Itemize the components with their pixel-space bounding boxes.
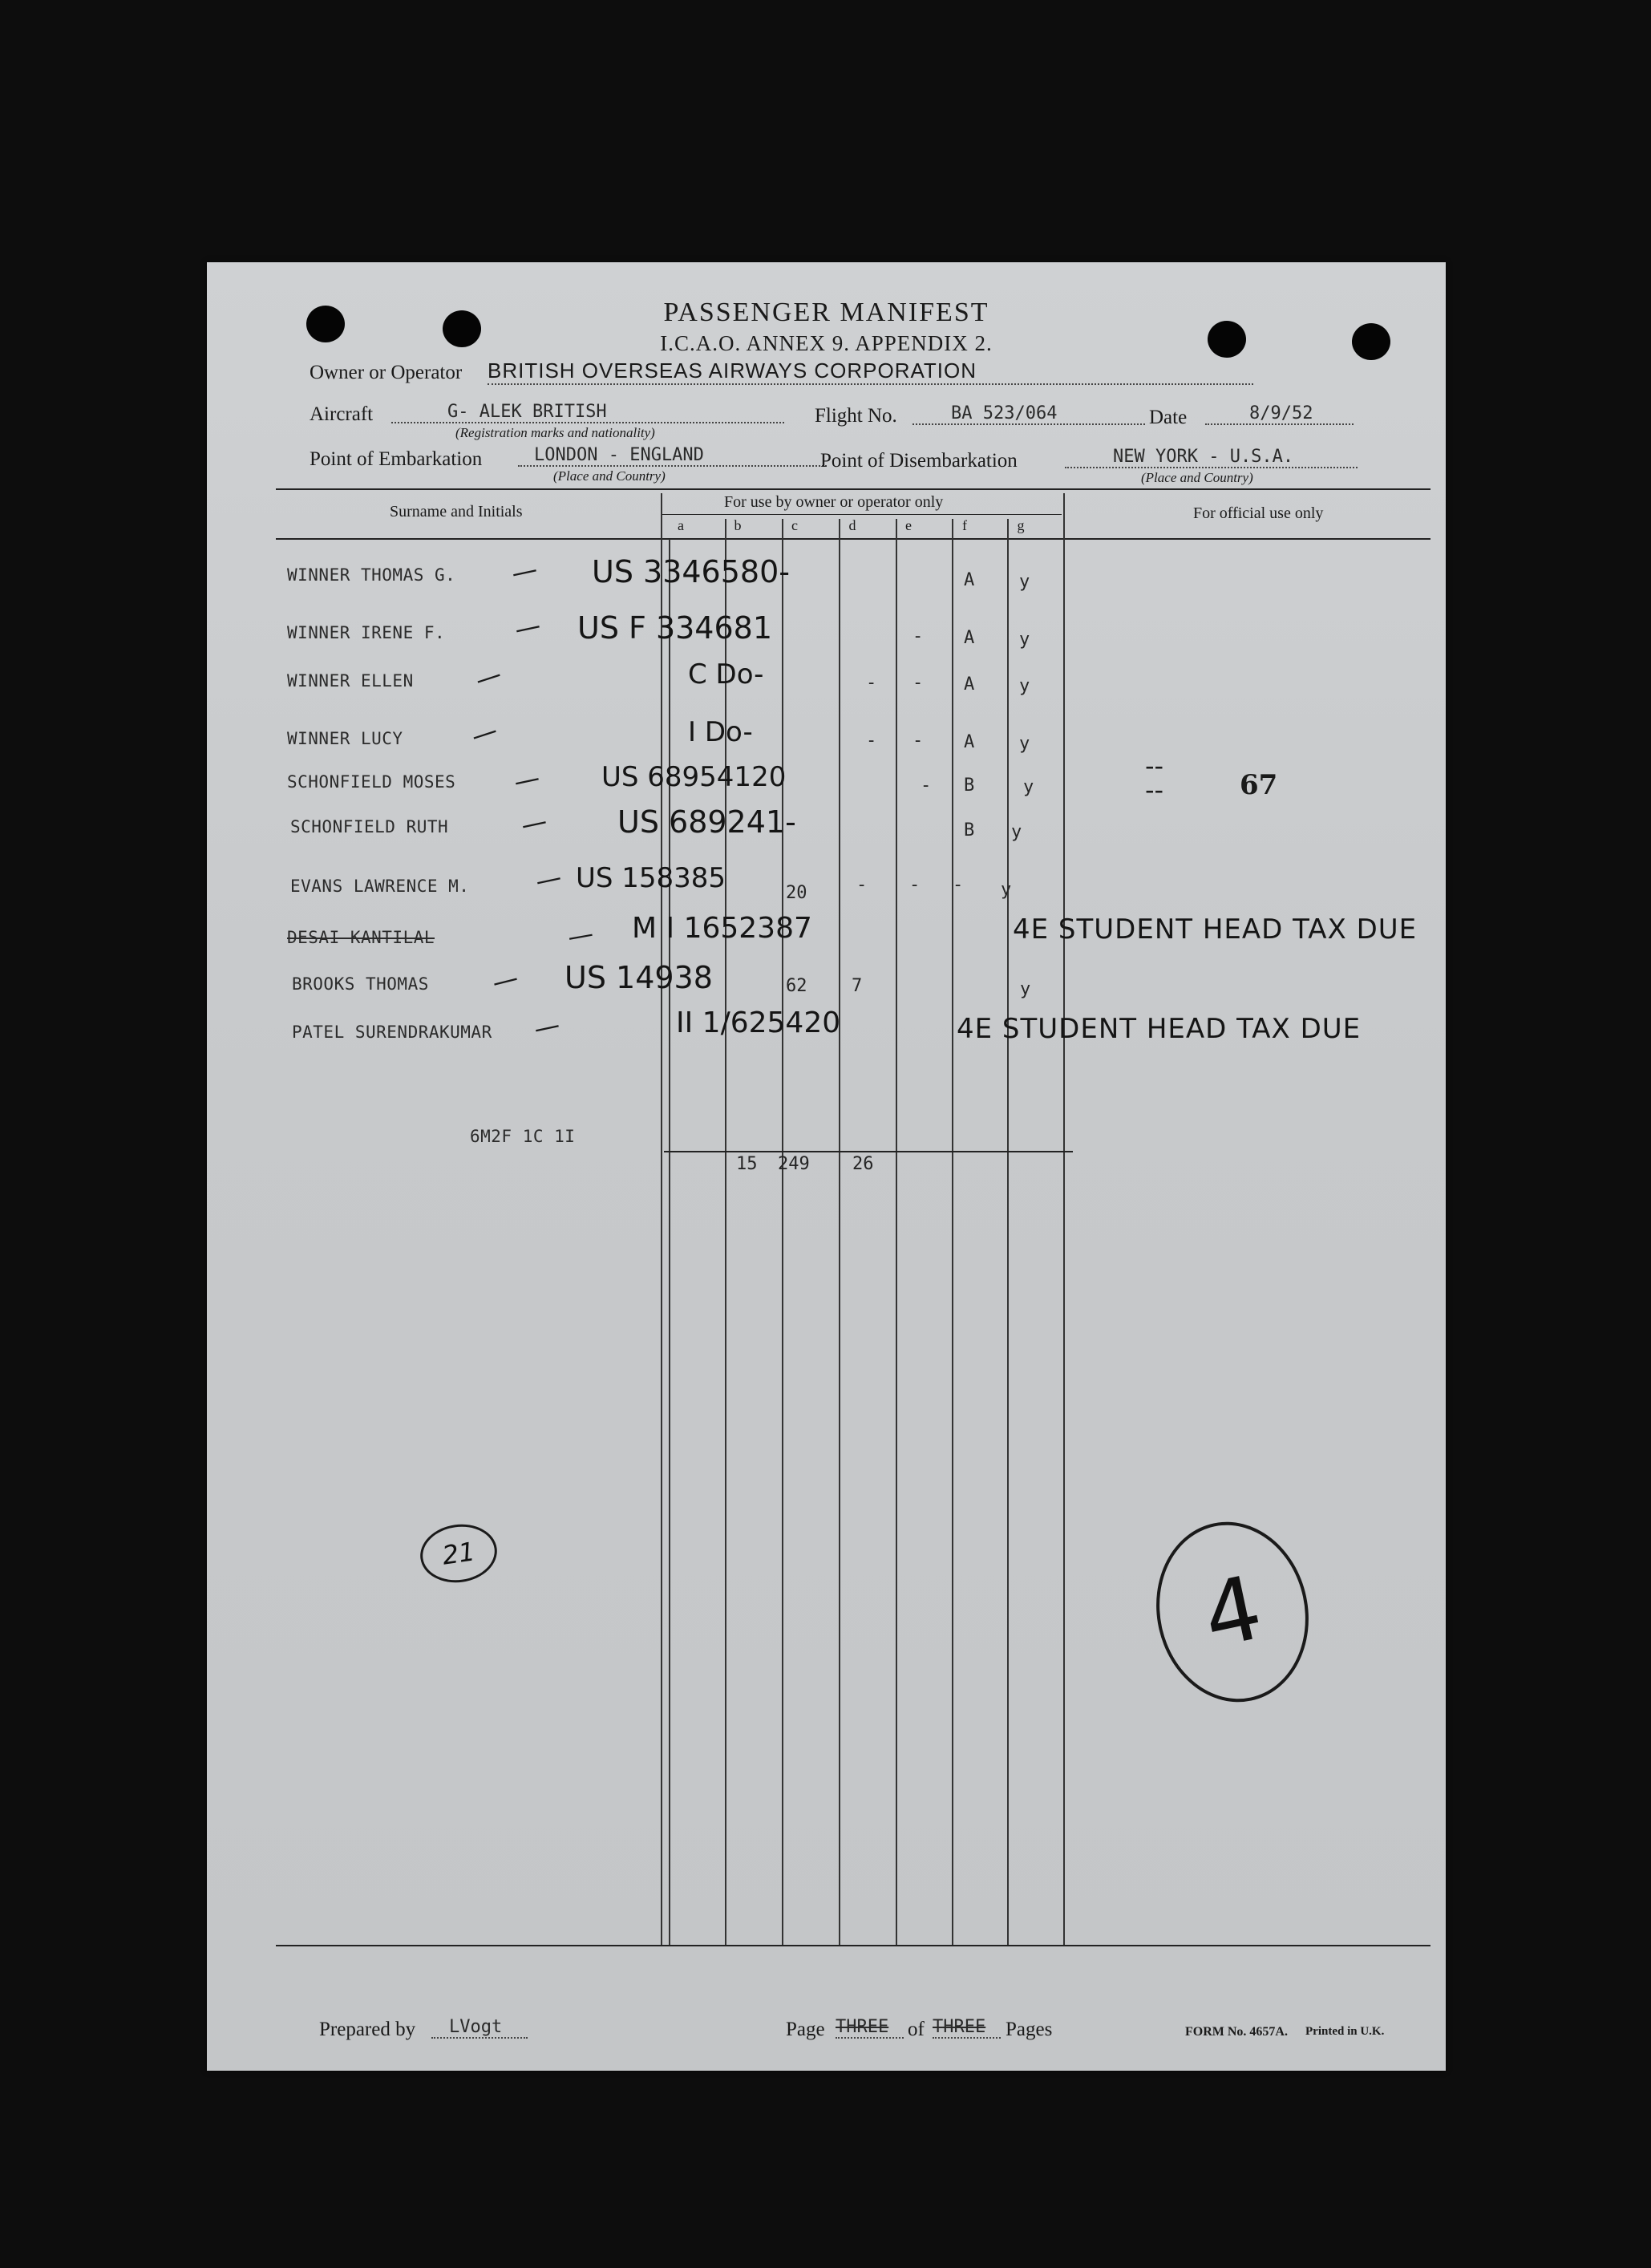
- total-b: 15: [736, 1154, 758, 1174]
- cell-e-5: -: [921, 776, 932, 796]
- cell-e-3: -: [913, 673, 924, 693]
- passenger-hw-2: US F 334681: [577, 610, 773, 646]
- cell-g-7: y: [1001, 880, 1012, 900]
- tick-mark: —: [512, 610, 544, 645]
- passenger-hw-9: US 14938: [564, 960, 713, 995]
- cell-c-7: 20: [786, 883, 807, 903]
- footer-rule: [276, 1945, 1430, 1946]
- passenger-name-9: BROOKS THOMAS: [292, 974, 429, 994]
- form-number: FORM No. 4657A.: [1185, 2025, 1288, 2039]
- pages-label: Pages: [1006, 2019, 1053, 2040]
- cell-e-7: -: [909, 875, 921, 895]
- page-subtitle: I.C.A.O. ANNEX 9. APPENDIX 2.: [660, 331, 993, 355]
- official-dashes: --: [1145, 775, 1164, 805]
- passenger-hw-8: M I 1652387: [632, 912, 812, 945]
- cell-g-2: y: [1019, 630, 1030, 650]
- prepared-by-label: Prepared by: [319, 2019, 416, 2040]
- aircraft-hint: (Registration marks and nationality): [455, 425, 655, 440]
- passenger-name-6: SCHONFIELD RUTH: [290, 817, 449, 836]
- prepared-by-value: LVogt: [431, 2017, 528, 2039]
- col-letter-f: f: [962, 517, 967, 533]
- col-header-owner-use: For use by owner or operator only: [724, 493, 944, 511]
- col-line: [669, 539, 670, 1945]
- embarkation-value: LONDON - ENGLAND: [518, 445, 827, 467]
- tick-mark: —: [471, 658, 506, 696]
- printed-in: Printed in U.K.: [1305, 2025, 1385, 2038]
- cell-g-5: y: [1023, 777, 1034, 797]
- cell-e-2: -: [913, 626, 924, 646]
- tick-mark: —: [511, 762, 543, 797]
- cell-d-3: -: [866, 673, 877, 693]
- tick-mark: —: [508, 553, 540, 589]
- col-header-name: Surname and Initials: [390, 503, 523, 520]
- passenger-name-10: PATEL SURENDRAKUMAR: [292, 1023, 492, 1042]
- col-letter-e: e: [905, 517, 912, 533]
- col-line: [1063, 493, 1065, 1945]
- cell-f-4: A: [964, 732, 975, 752]
- cell-f-3: A: [964, 674, 975, 695]
- cell-f-5: B: [964, 776, 975, 796]
- table-top-rule: [276, 488, 1430, 490]
- tick-mark: —: [532, 861, 564, 897]
- passenger-name-8: DESAI KANTILAL: [287, 928, 435, 947]
- head-tax-stamp-8: 4E STUDENT HEAD TAX DUE: [1013, 913, 1418, 946]
- cell-g-3: y: [1019, 676, 1030, 696]
- passenger-hw-1: US 3346580-: [592, 554, 790, 589]
- circled-number-right: [1140, 1508, 1325, 1716]
- cell-f-6: B: [964, 820, 975, 840]
- official-total: 67: [1240, 769, 1278, 801]
- passenger-hw-3: C Do-: [688, 658, 764, 691]
- page-value: THREE: [836, 2017, 904, 2039]
- passenger-name-5: SCHONFIELD MOSES: [287, 772, 456, 792]
- col-letter-g: g: [1017, 517, 1025, 533]
- passenger-name-1: WINNER THOMAS G.: [287, 565, 456, 585]
- col-letter-b: b: [734, 517, 742, 533]
- col-line: [952, 519, 953, 1945]
- cell-d-7: -: [856, 875, 868, 895]
- cell-f-2: A: [964, 628, 975, 648]
- flight-value: BA 523/064: [913, 403, 1145, 425]
- tick-mark: —: [518, 805, 550, 840]
- date-value: 8/9/52: [1205, 403, 1354, 425]
- page-title: PASSENGER MANIFEST: [663, 298, 989, 327]
- owner-use-rule: [661, 514, 1062, 515]
- cell-c-9: 62: [786, 976, 807, 996]
- cell-g-4: y: [1019, 734, 1030, 754]
- total-d: 26: [852, 1154, 874, 1174]
- passenger-name-2: WINNER IRENE F.: [287, 623, 446, 642]
- cell-g-6: y: [1011, 822, 1022, 842]
- totals-rule: [664, 1151, 1073, 1152]
- head-tax-stamp-10: 4E STUDENT HEAD TAX DUE: [957, 1013, 1362, 1045]
- cell-d-9: 7: [852, 976, 863, 996]
- passenger-hw-7: US 158385: [576, 862, 726, 894]
- owner-value: BRITISH OVERSEAS AIRWAYS CORPORATION: [488, 358, 1253, 385]
- tick-mark: —: [564, 917, 597, 953]
- cell-e-4: -: [913, 731, 924, 751]
- total-c: 249: [778, 1154, 810, 1174]
- circled-number-left-text: 21: [440, 1536, 477, 1571]
- circled-number-right-text: 4: [1194, 1556, 1271, 1668]
- page-label: Page: [786, 2019, 825, 2040]
- circled-number-left: [416, 1520, 500, 1588]
- aircraft-label: Aircraft: [310, 403, 374, 425]
- tick-mark: —: [488, 962, 522, 998]
- passenger-hw-5: US 68954120: [601, 761, 787, 793]
- embarkation-hint: (Place and Country): [553, 468, 666, 484]
- passenger-hw-4: I Do-: [688, 716, 753, 748]
- col-letter-a: a: [678, 517, 684, 533]
- passenger-hw-10: II 1/625420: [676, 1006, 841, 1039]
- official-dashes: --: [1145, 751, 1164, 781]
- col-header-official: For official use only: [1193, 504, 1324, 522]
- col-line: [839, 519, 840, 1945]
- table-header-rule: [276, 538, 1430, 540]
- of-value: THREE: [933, 2017, 1001, 2039]
- passenger-hw-6: US 689241-: [617, 804, 796, 840]
- col-letter-c: c: [791, 517, 798, 533]
- col-line: [1007, 519, 1009, 1945]
- passenger-summary: 6M2F 1C 1I: [470, 1127, 576, 1146]
- tick-mark: —: [467, 714, 502, 752]
- cell-g-1: y: [1019, 572, 1030, 592]
- passenger-name-7: EVANS LAWRENCE M.: [290, 877, 470, 896]
- manifest-sheet: [207, 262, 1446, 2071]
- col-line: [661, 493, 662, 1945]
- flight-label: Flight No.: [815, 405, 897, 427]
- disembarkation-value: NEW YORK - U.S.A.: [1065, 447, 1358, 468]
- cell-f-1: A: [964, 570, 975, 590]
- owner-label: Owner or Operator: [310, 362, 463, 383]
- col-letter-d: d: [848, 517, 856, 533]
- disembarkation-hint: (Place and Country): [1141, 470, 1253, 485]
- cell-g-9: y: [1020, 979, 1031, 999]
- date-label: Date: [1149, 407, 1188, 428]
- tick-mark: —: [531, 1009, 563, 1044]
- col-line: [896, 519, 897, 1945]
- cell-f-7: -: [953, 875, 964, 895]
- embarkation-label: Point of Embarkation: [310, 448, 483, 470]
- cell-d-4: -: [866, 731, 877, 751]
- disembarkation-label: Point of Disembarkation: [820, 450, 1018, 472]
- aircraft-value: G- ALEK BRITISH: [391, 402, 784, 423]
- of-label: of: [908, 2019, 925, 2040]
- passenger-name-3: WINNER ELLEN: [287, 671, 414, 691]
- passenger-name-4: WINNER LUCY: [287, 729, 403, 748]
